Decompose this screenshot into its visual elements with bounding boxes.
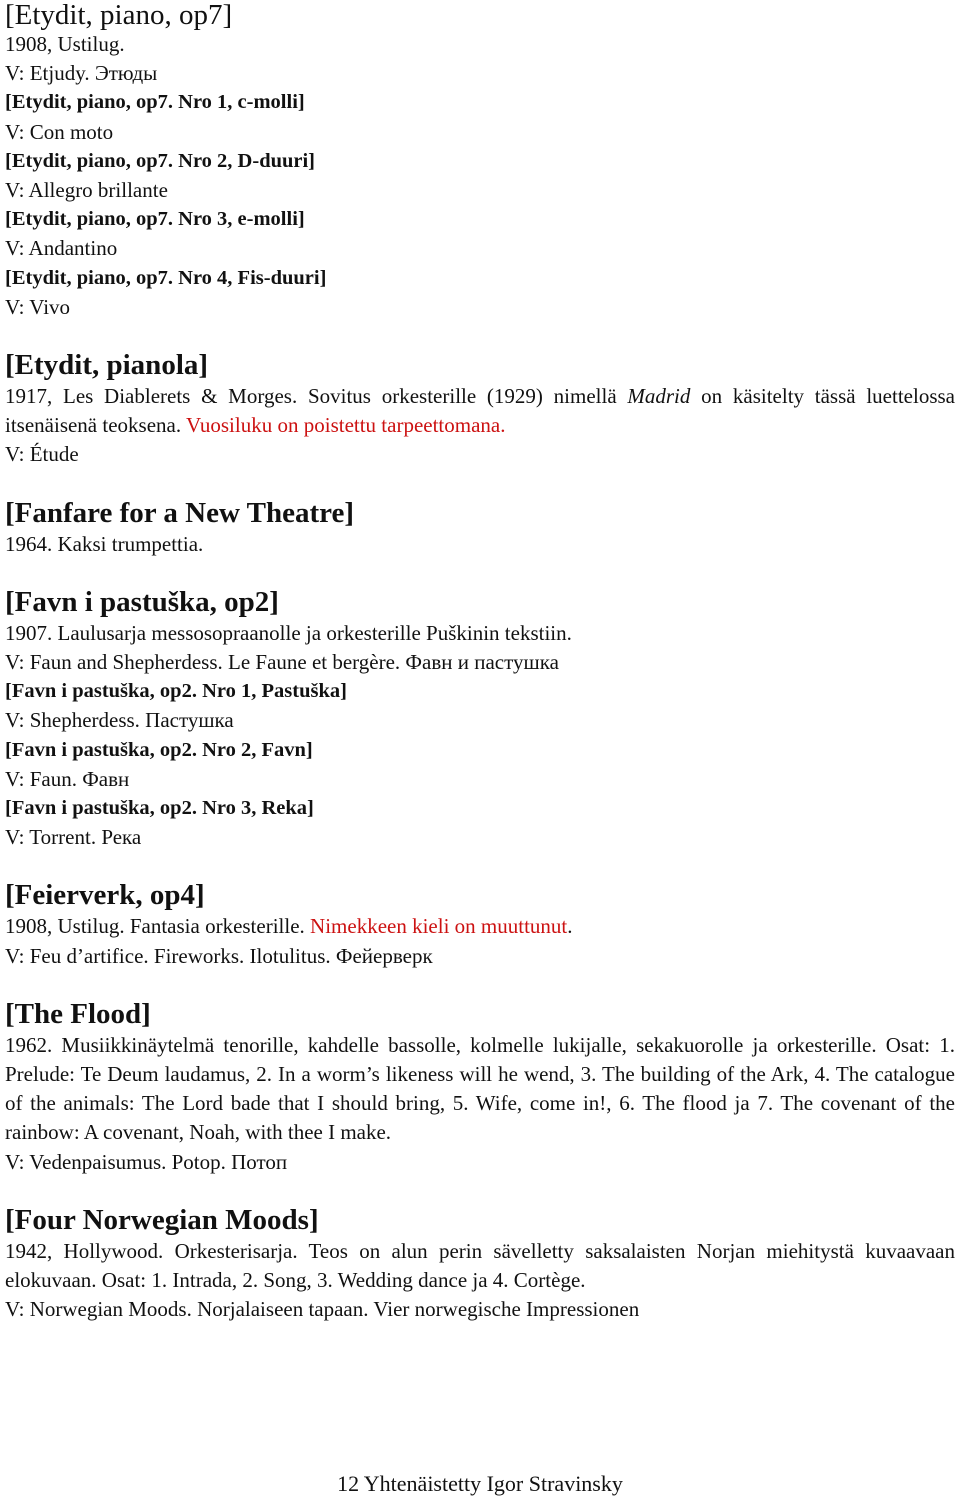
entry-title: [Etydit, piano, op7] xyxy=(5,0,233,31)
entry-line: V: Étude xyxy=(5,442,79,467)
entry-line: V: Faun and Shepherdess. Le Faune et bergère. Фавн и пастушка xyxy=(5,650,559,675)
line-text: . xyxy=(567,914,573,939)
editor-note: Nimekkeen kieli on muuttunut xyxy=(310,914,568,939)
sub-entry-title: [Favn i pastuška, op2. Nro 2, Favn] xyxy=(5,738,313,761)
entry-line xyxy=(5,912,955,941)
editor-note: Vuosiluku on poistettu tarpeettomana. xyxy=(185,413,506,438)
sub-entry-line: V: Con moto xyxy=(5,119,114,144)
entry-description xyxy=(5,382,955,440)
entry-title: [Fanfare for a New Theatre] xyxy=(5,496,354,529)
entry-line: 1908, Ustilug. xyxy=(5,32,125,56)
entry-the-flood xyxy=(5,997,955,1177)
entry-line: V: Norwegian Moods. Norjalaiseen tapaan. Vier norwegische Impressionen xyxy=(5,1297,640,1322)
entry-fanfare xyxy=(5,496,955,559)
sub-entry-title: [Etydit, piano, op7. Nro 4, Fis-duuri] xyxy=(5,266,327,289)
sub-entry-line: V: Allegro brillante xyxy=(5,178,168,203)
sub-entry-title: [Favn i pastuška, op2. Nro 3, Reka] xyxy=(5,797,314,820)
entry-title: [Favn i pastuška, op2] xyxy=(5,585,279,618)
sub-entry-title: [Etydit, piano, op7. Nro 2, D-duuri] xyxy=(5,149,316,172)
entry-title: [Feierverk, op4] xyxy=(5,879,205,912)
entry-line: 1907. Laulusarja messosopraanolle ja orkesterille Puškinin tekstiin. xyxy=(5,620,572,645)
sub-entry-line: V: Torrent. Река xyxy=(5,825,142,850)
sub-entry-title: [Etydit, piano, op7. Nro 1, c-molli] xyxy=(5,91,305,114)
entry-etydit-pianola xyxy=(5,348,955,470)
document-page xyxy=(5,0,955,1325)
sub-entry-line: V: Shepherdess. Пастушка xyxy=(5,708,234,733)
sub-entry-line: V: Vivo xyxy=(5,294,71,319)
description-text: on käsitelty tässä luettelossa itsenäisenä teoksena. xyxy=(5,384,955,438)
sub-entry-line: V: Faun. Фавн xyxy=(5,766,130,791)
entry-etydit-piano xyxy=(5,0,955,322)
entry-description: 1962. Musiikkinäytelmä tenorille, kahdelle bassolle, kolmelle lukijalle, sekakuorolle ja orkesterille. Osat: 1. Prelude: Te Deum laudamus, 2. In a worm’s likeness will he wend, 3. The building of the Ark, 4. The catalogue of the animals: The Lord bade that I should bring, 5. Wife, come in!, 6. The flood ja 7. The covenant of the rainbow: A covenant, Noah, with thee I make. xyxy=(5,1032,955,1145)
entry-title: [The Flood] xyxy=(5,997,151,1030)
entry-line: V: Etjudy. Этюды xyxy=(5,61,158,86)
description-text: 1917, Les Diablerets & Morges. Sovitus orkesterille (1929) nimellä xyxy=(5,384,628,409)
entry-line: V: Vedenpaisumus. Potop. Потоп xyxy=(5,1149,288,1174)
entry-line: 1964. Kaksi trumpettia. xyxy=(5,531,204,556)
entry-favn-i-pastuska xyxy=(5,585,955,853)
page-footer: 12 Yhtenäistetty Igor Stravinsky xyxy=(337,1471,623,1496)
entry-four-norwegian-moods xyxy=(5,1203,955,1325)
sub-entry-title: [Favn i pastuška, op2. Nro 1, Pastuška] xyxy=(5,680,347,703)
entry-description: 1942, Hollywood. Orkesterisarja. Teos on alun perin sävelletty saksalaisten Norjan miehitystä kuvaavaan elokuvaan. Osat: 1. Intrada, 2. Song, 3. Wedding dance ja 4. Cortège. xyxy=(5,1238,955,1293)
line-text: 1908, Ustilug. Fantasia orkesterille. xyxy=(5,914,311,939)
entry-feierverk xyxy=(5,878,955,970)
entry-title: [Four Norwegian Moods] xyxy=(5,1203,319,1236)
entry-line: V: Feu d’artifice. Fireworks. Ilotulitus. Фейерверк xyxy=(5,943,433,968)
sub-entry-title: [Etydit, piano, op7. Nro 3, e-molli] xyxy=(5,208,305,231)
entry-title: [Etydit, pianola] xyxy=(5,349,209,382)
description-italic: Madrid xyxy=(627,384,691,409)
sub-entry-line: V: Andantino xyxy=(5,236,118,261)
